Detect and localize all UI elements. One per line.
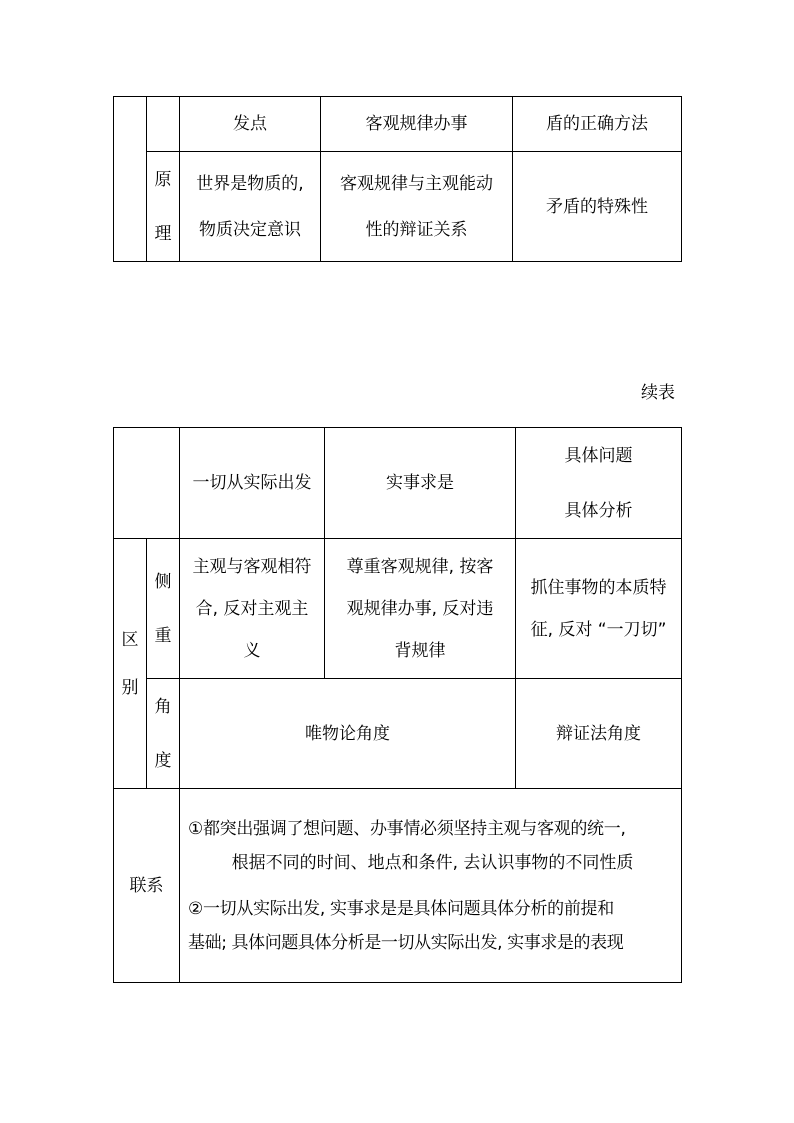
connection-line-3: ②一切从实际出发, 实事求是是具体问题具体分析的前提和	[188, 898, 614, 919]
comparison-table	[113, 427, 682, 983]
connection-line-1: ①都突出强调了想问题、办事情必须坚持主观与客观的统一,	[188, 818, 626, 839]
difference-label: 区 别	[114, 539, 147, 789]
empty-cell	[114, 97, 147, 262]
empty-header-cell	[114, 428, 180, 539]
emphasis-label: 侧 重	[147, 539, 180, 679]
empty-cell	[147, 97, 180, 152]
header-seek-truth-from-reality: 一切从实际出发	[180, 428, 325, 539]
connection-text	[180, 789, 682, 983]
header-concrete-analysis: 具体问题 具体分析	[516, 428, 682, 539]
principles-table	[113, 96, 682, 262]
connection-line-4: 基础; 具体问题具体分析是一切从实际出发, 实事求是的表现	[188, 932, 624, 953]
continued-label: 续表	[641, 383, 675, 403]
principle-law-vs-initiative: 客观规律与主观能动 性的辩证关系	[321, 152, 513, 262]
emphasis-concrete-analysis: 抓住事物的本质特 征, 反对 “一刀切”	[516, 539, 682, 679]
principle-particularity: 矛盾的特殊性	[513, 152, 682, 262]
emphasis-shi-shi-qiu-shi: 尊重客观规律, 按客 观规律办事, 反对违 背规律	[325, 539, 516, 679]
perspective-materialism: 唯物论角度	[180, 679, 516, 789]
connection-line-2: 根据不同的时间、地点和条件, 去认识事物的不同性质	[231, 852, 634, 873]
perspective-dialectics: 辩证法角度	[516, 679, 682, 789]
connection-label: 联系	[114, 789, 180, 983]
cell-contradiction-method: 盾的正确方法	[513, 97, 682, 152]
emphasis-seek-truth: 主观与客观相符 合, 反对主观主 义	[180, 539, 325, 679]
cell-start-point: 发点	[180, 97, 321, 152]
principle-label: 原 理	[147, 152, 180, 262]
cell-objective-law: 客观规律办事	[321, 97, 513, 152]
principle-world-material: 世界是物质的, 物质决定意识	[180, 152, 321, 262]
perspective-label: 角 度	[147, 679, 180, 789]
header-shi-shi-qiu-shi: 实事求是	[325, 428, 516, 539]
